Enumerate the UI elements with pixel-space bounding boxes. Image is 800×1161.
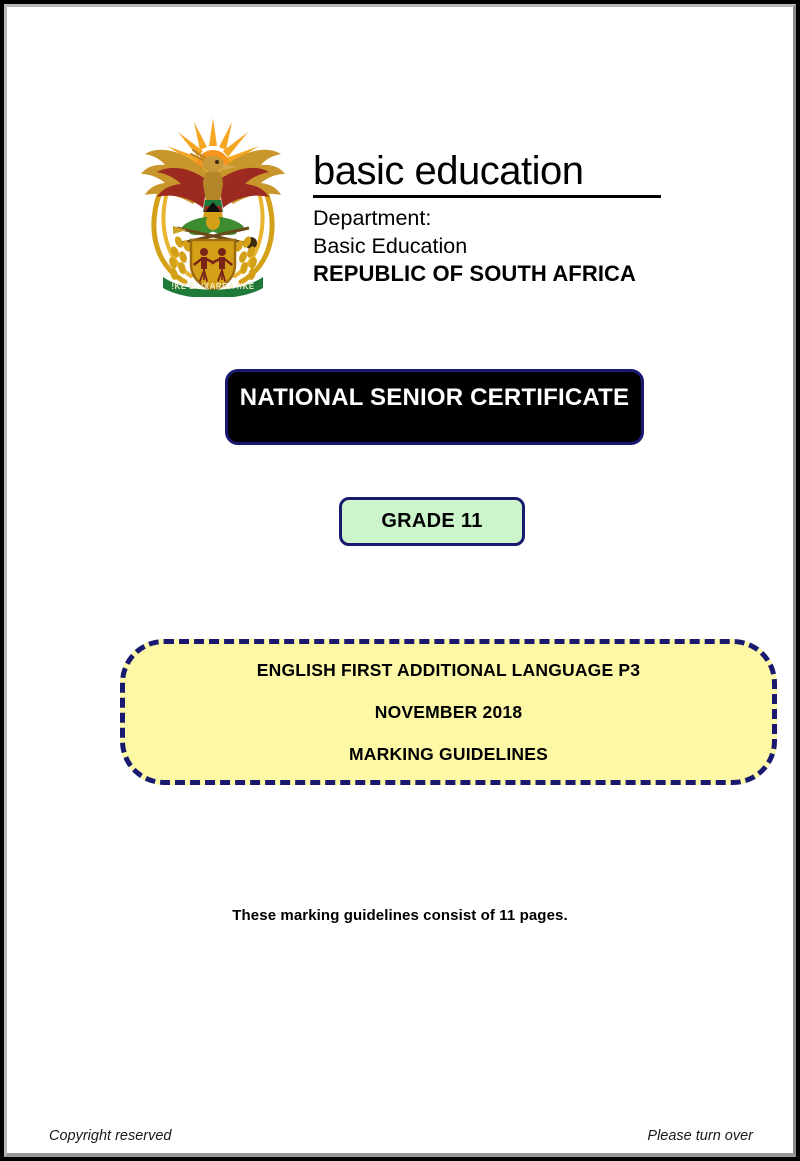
subject-details-box xyxy=(120,639,777,785)
emblem-motto-text: !KE E: /XARRA //KE xyxy=(171,282,255,291)
country-name: REPUBLIC OF SOUTH AFRICA xyxy=(313,261,637,287)
department-wordmark-block xyxy=(313,112,661,288)
wordmark-divider xyxy=(313,195,661,198)
turn-over-notice: Please turn over xyxy=(647,1128,753,1144)
south-african-coat-of-arms-icon xyxy=(137,112,289,297)
subject-title: ENGLISH FIRST ADDITIONAL LANGUAGE P3 xyxy=(256,659,641,680)
department-name: Basic Education xyxy=(313,233,468,258)
document-kind: MARKING GUIDELINES xyxy=(348,743,549,764)
department-label: Department: xyxy=(313,206,432,230)
certificate-banner-label: NATIONAL SENIOR CERTIFICATE xyxy=(239,384,630,411)
grade-box xyxy=(339,497,525,546)
page-footer xyxy=(49,1128,753,1144)
copyright-notice: Copyright reserved xyxy=(49,1128,172,1144)
page-count-note: These marking guidelines consist of 11 pages. xyxy=(232,907,568,924)
page-sheet xyxy=(7,7,793,1153)
basic-education-wordmark: basic education xyxy=(313,149,584,193)
grade-label: GRADE 11 xyxy=(381,510,483,532)
exam-session: NOVEMBER 2018 xyxy=(374,701,523,722)
page-border xyxy=(4,4,796,1157)
national-senior-certificate-banner xyxy=(225,369,644,445)
letterhead xyxy=(137,112,661,297)
